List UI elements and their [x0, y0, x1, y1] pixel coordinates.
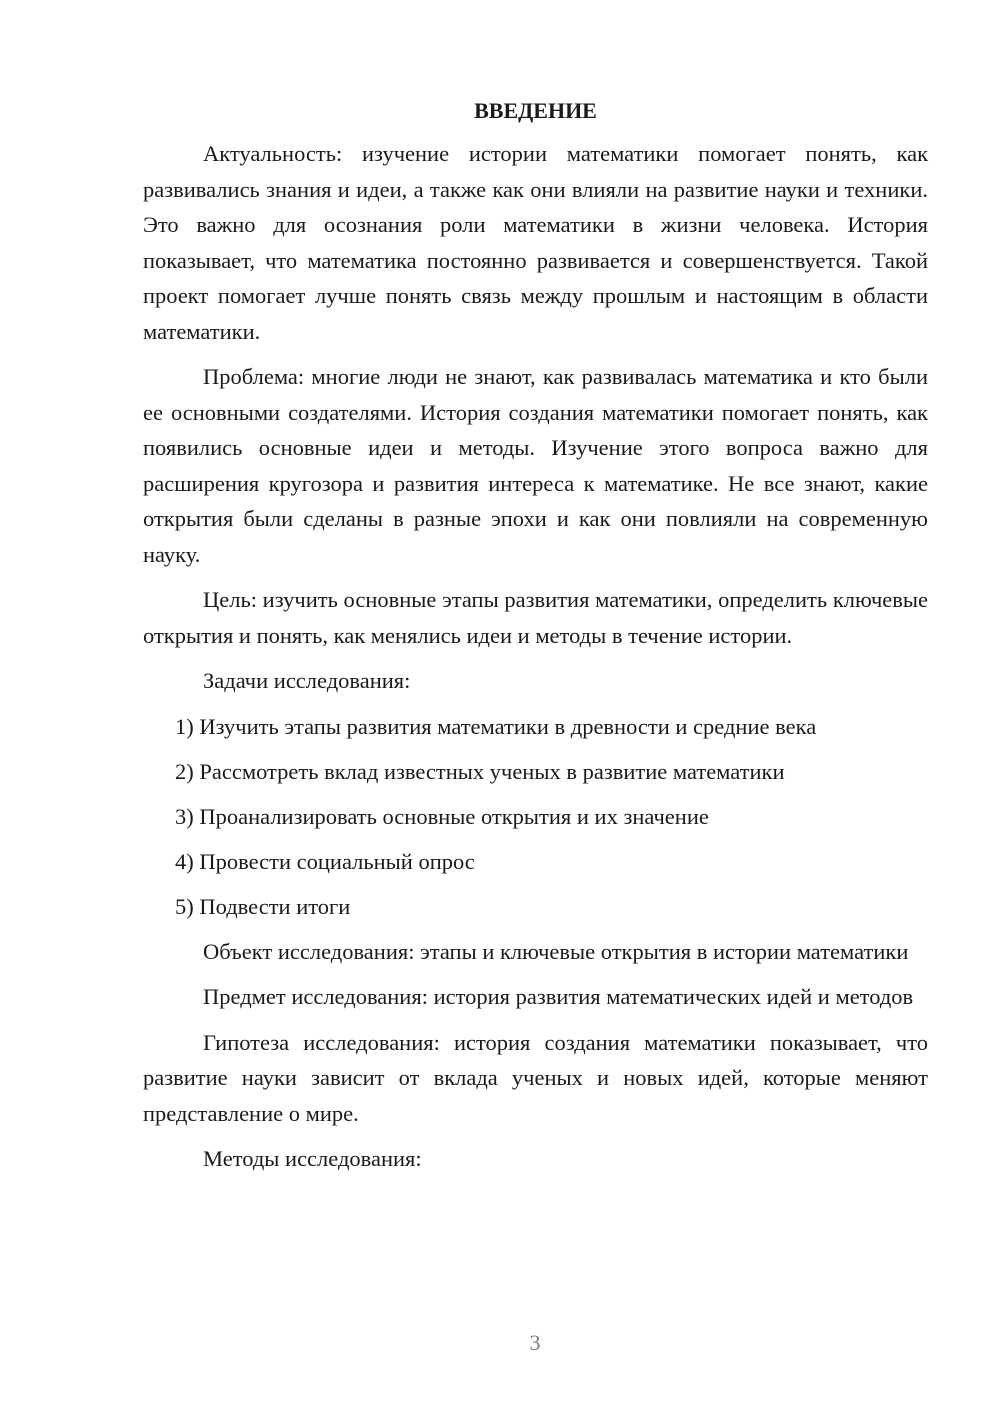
subject-paragraph: Предмет исследования: история развития математических идей и методов: [203, 984, 914, 1009]
task-item: 4) Провести социальный опрос: [175, 848, 475, 874]
goal-paragraph: Цель: изучить основные этапы развития математики, определить ключевые открытия и понять, как менялись идеи и методы в течение истории.: [143, 587, 928, 648]
task-item: 1) Изучить этапы развития математики в древности и средние века: [175, 713, 817, 739]
relevance-paragraph: Актуальность: изучение истории математики помогает понять, как развивались знания и идеи, а также как они влияли на развитие науки и техники. Это важно для осознания роли математики в жизни человека. История показывает, что математика постоянно развивается и совершенствуется. Такой проект помогает лучше понять связь между прошлым и настоящим в области математики.: [143, 141, 928, 344]
task-item: 2) Рассмотреть вклад известных ученых в развитие математики: [175, 758, 785, 784]
page-title: ВВЕДЕНИЕ: [474, 98, 597, 123]
task-item: 5) Подвести итоги: [175, 893, 351, 919]
page-number: 3: [529, 1330, 541, 1355]
problem-paragraph: Проблема: многие люди не знают, как развивалась математика и кто были ее основными создателями. История создания математики помогает понять, как появились основные идеи и методы. Изучение этого вопроса важно для расширения кругозора и развития интереса к математике. Не все знают, какие открытия были сделаны в разные эпохи и как они повлияли на современную науку.: [143, 364, 928, 567]
hypothesis-paragraph: Гипотеза исследования: история создания математики показывает, что развитие науки зависит от вклада ученых и новых идей, которые меняют представление о мире.: [143, 1029, 928, 1126]
document-page: [143, 96, 928, 1187]
task-item: 3) Проанализировать основные открытия и их значение: [175, 803, 709, 829]
tasks-label: Задачи исследования:: [203, 668, 411, 693]
methods-label: Методы исследования:: [203, 1146, 422, 1171]
object-paragraph: Объект исследования: этапы и ключевые открытия в истории математики: [203, 938, 909, 964]
task-list: [143, 709, 928, 925]
